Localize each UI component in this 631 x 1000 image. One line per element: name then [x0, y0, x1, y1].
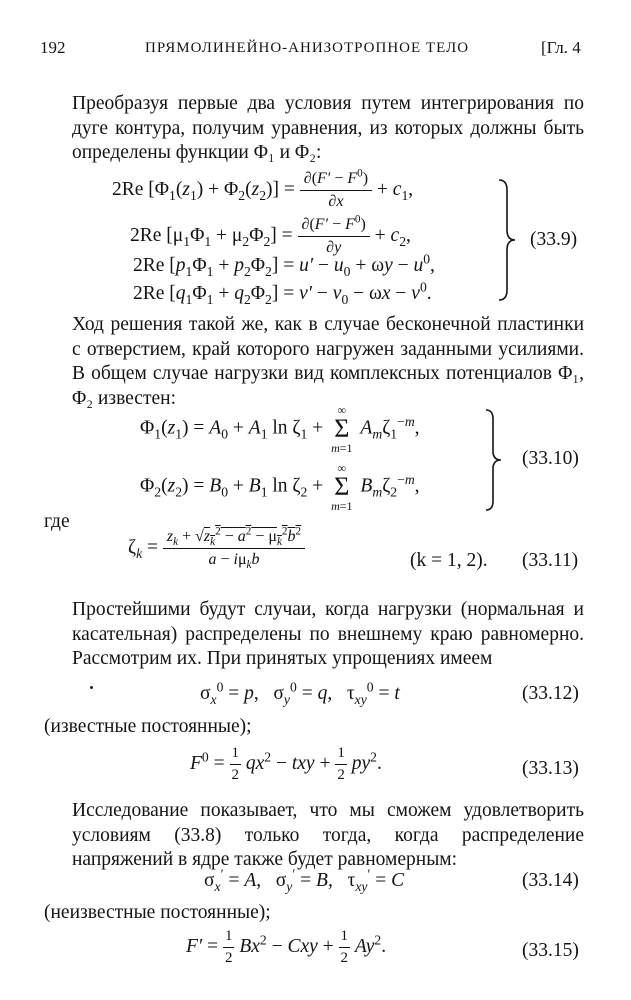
equation-33-9-line-3: 2Re $[p_1\Phi_1 + p_2\Phi_2] = u' - u_0 + \omega y - u^0$, [133, 251, 435, 279]
stray-dot [90, 686, 93, 689]
equation-number-33-10: (33.10) [522, 448, 579, 469]
equation-33-10-line-2: $\Phi_2(z_2) = B_0 + B_1$ $\ln \zeta_2$ + ∞ Σ m=1 $B_m\zeta_2^{-m}$, [140, 461, 420, 513]
equation-33-14: $\sigma_x' = A$, $\sigma_y' = B$, $\tau_{xy}' = C$ [204, 866, 405, 894]
paragraph-solution: Ход решения такой же, как в случае бесконечной пластинки с отверстием, край которого нагружен заданными усилиями. В общем случае нагрузки вид комплексных потенциалов Φ₁, Φ₂ известен: [72, 314, 584, 409]
equation-number-33-14: (33.14) [522, 870, 579, 891]
equation-number-33-9: (33.9) [530, 229, 578, 250]
equation-number-33-13: (33.13) [522, 758, 579, 779]
equation-number-33-12: (33.12) [522, 683, 579, 704]
right-brace-icon [497, 178, 521, 302]
equation-33-10-line-1: $\Phi_1(z_1) = A_0 + A_1$ $\ln \zeta_1$ + ∞ Σ m=1 $A_m\zeta_1^{-m}$, [140, 403, 420, 455]
equation-number-33-11: (33.11) [522, 550, 579, 571]
paragraph-intro: Преобразуя первые два условия путем интегрирования по дуге контура, получим уравнения, из которых должны быть определены функции Φ₁ и Φ₂: [72, 93, 584, 163]
equation-number-33-15: (33.15) [522, 940, 579, 961]
equation-33-9-line-1: 2Re $[\Phi_1(z_1) + \Phi_2(z_2)]$ = $\frac{\partial(F' - F^0)}{\partial x}$ + $c_1$, [112, 167, 414, 210]
k-range: (k = 1, 2). [410, 550, 488, 571]
unknown-constants-note: (неизвестные постоянные); [44, 902, 271, 923]
equation-33-15: F′ = $\frac{1}{2}$ $Bx^2$ − Cxy + $\frac{1}{2}$ Ay$^2$. [186, 928, 387, 966]
running-title: ПРЯМОЛИНЕЙНО-АНИЗОТРОПНОЕ ТЕЛО [145, 40, 470, 56]
equation-33-13: $F^0$ = $\frac{1}{2}$ $qx^2$ − txy + $\frac{1}{2}$ $py^2$. [190, 745, 382, 783]
known-constants-note: (известные постоянные); [44, 716, 252, 737]
equation-33-9-line-4: 2Re $[q_1\Phi_1 + q_2\Phi_2] = v' - v_0 - \omega x - v^0$. [133, 279, 432, 307]
paragraph-investigation: Исследование показывает, что мы сможем удовлетворить условиям (33.8) только тогда, когда распределение напряжений в ядре также будет равномерным: [72, 800, 584, 870]
right-brace-icon [484, 408, 506, 512]
chapter-label: [Гл. 4 [541, 38, 581, 57]
equation-33-9-line-2: 2Re $[\mu_1\Phi_1 + \mu_2\Phi_2]$ = $\frac{\partial(F' - F^0)}{\partial y}$ + $c_2$, [130, 213, 411, 256]
paragraph-simplest-cases: Простейшими будут случаи, когда нагрузки (нормальная и касательная) распределены по внешнему краю равномерно. Рассмотрим их. При принятых упрощениях имеем [72, 599, 584, 669]
equation-33-11: $\zeta_k$ = $\frac{z_k + √z_k^2 - a^2 - \mu_k^2b^2}{a - i\mu_kb}$ [128, 528, 305, 569]
page-number: 192 [40, 38, 66, 57]
equation-33-12: $\sigma_x^0 = p$, $\sigma_y^0 = q$, $\tau_{xy}^0 = t$ [200, 679, 400, 707]
word-gde: где [44, 511, 70, 532]
